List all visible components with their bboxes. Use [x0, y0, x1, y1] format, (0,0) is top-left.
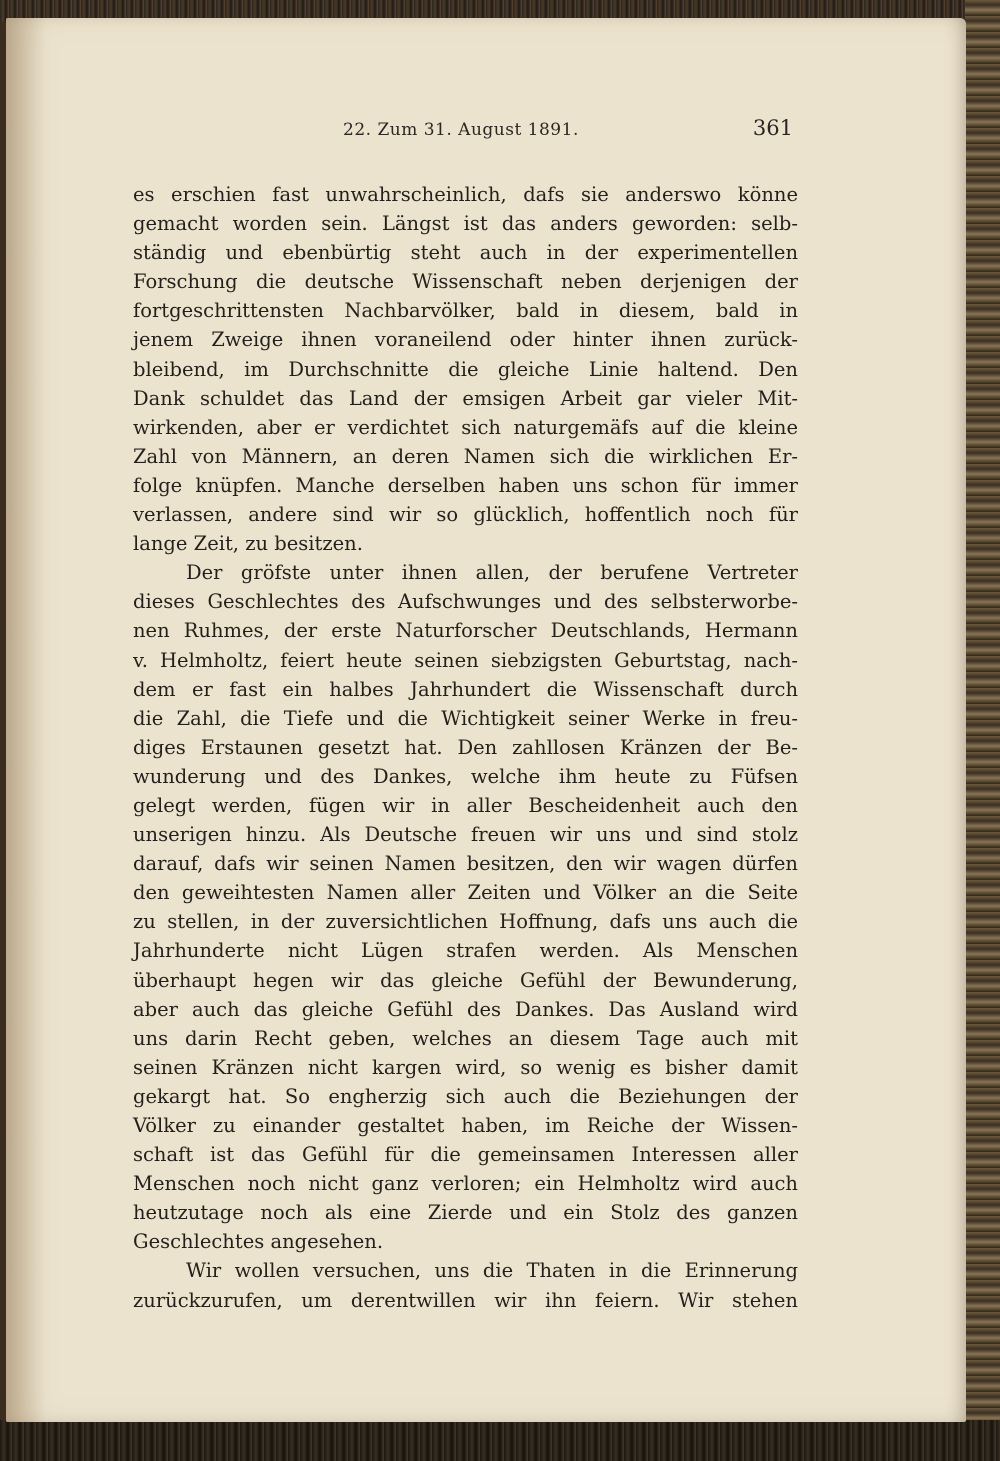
text-line: gelegt werden, fügen wir in aller Bescheidenheit auch den: [133, 793, 798, 817]
text-line: aber auch das gleiche Gefühl des Dankes. Das Ausland wird: [133, 997, 798, 1021]
text-line: den geweihtesten Namen aller Zeiten und Völker an die Seite: [133, 881, 798, 905]
text-line: gekargt hat. So engherzig sich auch die Beziehungen der: [133, 1084, 798, 1108]
text-line: nen Ruhmes, der erste Naturforscher Deutschlands, Hermann: [133, 619, 798, 643]
text-line: darauf, dafs wir seinen Namen besitzen, den wir wagen dürfen: [133, 852, 798, 876]
book-page: [6, 18, 966, 1422]
text-line: überhaupt hegen wir das gleiche Gefühl der Bewunderung,: [133, 968, 798, 992]
text-line: Wir wollen versuchen, uns die Thaten in die Erinnerung: [186, 1259, 798, 1283]
text-line: jenem Zweige ihnen voraneilend oder hinter ihnen zurück-: [133, 328, 798, 352]
text-line: Zahl von Männern, an deren Namen sich die wirklichen Er-: [133, 444, 798, 468]
text-line: gemacht worden sein. Längst ist das anders geworden: selb-: [133, 212, 798, 236]
text-line: Dank schuldet das Land der emsigen Arbeit gar vieler Mit-: [133, 386, 798, 410]
bottom-binding-edge: [0, 1420, 1000, 1461]
running-title: 22. Zum 31. August 1891.: [343, 120, 579, 140]
text-line: Der gröfste unter ihnen allen, der berufene Vertreter: [186, 561, 798, 585]
text-line: unserigen hinzu. Als Deutsche freuen wir uns und sind stolz: [133, 823, 798, 847]
text-line: lange Zeit, zu besitzen.: [133, 532, 363, 556]
text-line: dieses Geschlechtes des Aufschwunges und des selbsterworbe-: [133, 590, 798, 614]
text-line: Völker zu einander gestaltet haben, im Reiche der Wissen-: [133, 1114, 798, 1137]
text-line: uns darin Recht geben, welches an diesem Tage auch mit: [133, 1026, 798, 1050]
text-line: Geschlechtes angesehen.: [133, 1230, 384, 1254]
text-line: seinen Kränzen nicht kargen wird, so wenig es bisher damit: [133, 1055, 798, 1079]
text-line: ständig und ebenbürtig steht auch in der experimentellen: [133, 241, 798, 265]
text-line: es erschien fast unwahrscheinlich, dafs sie anderswo könne: [133, 183, 798, 206]
text-line: schaft ist das Gefühl für die gemeinsamen Interessen aller: [133, 1143, 798, 1167]
page-gutter-shadow: [6, 18, 46, 1422]
text-line: Menschen noch nicht ganz verloren; ein Helmholtz wird auch: [133, 1172, 798, 1196]
body-text: [133, 180, 798, 1315]
text-line: bleibend, im Durchschnitte die gleiche Linie haltend. Den: [133, 357, 798, 381]
text-line: diges Erstaunen gesetzt hat. Den zahllosen Kränzen der Be-: [133, 735, 798, 759]
page-number: 361: [752, 116, 793, 140]
text-line: Forschung die deutsche Wissenschaft neben derjenigen der: [133, 270, 798, 294]
text-line: zurückzurufen, um derentwillen wir ihn feiern. Wir stehen: [133, 1288, 798, 1312]
text-line: die Zahl, die Tiefe und die Wichtigkeit seiner Werke in freu-: [133, 706, 798, 730]
text-line: wunderung und des Dankes, welche ihm heute zu Füfsen: [133, 764, 798, 788]
running-header: [133, 118, 793, 144]
text-line: v. Helmholtz, feiert heute seinen siebzigsten Geburtstag, nach-: [133, 648, 798, 672]
text-line: dem er fast ein halbes Jahrhundert die Wissenschaft durch: [133, 677, 798, 701]
text-line: folge knüpfen. Manche derselben haben uns schon für immer: [133, 473, 798, 497]
text-line: wirkenden, aber er verdichtet sich naturgemäfs auf die kleine: [133, 415, 798, 439]
text-line: verlassen, andere sind wir so glücklich, hoffentlich noch für: [133, 503, 798, 527]
text-line: zu stellen, in der zuversichtlichen Hoffnung, dafs uns auch die: [133, 910, 798, 934]
text-line: heutzutage noch als eine Zierde und ein Stolz des ganzen: [133, 1201, 798, 1225]
text-line: Jahrhunderte nicht Lügen strafen werden. Als Menschen: [133, 939, 798, 963]
text-line: fortgeschrittensten Nachbarvölker, bald in diesem, bald in: [133, 299, 798, 323]
book-cover-edge: [965, 0, 1000, 1461]
